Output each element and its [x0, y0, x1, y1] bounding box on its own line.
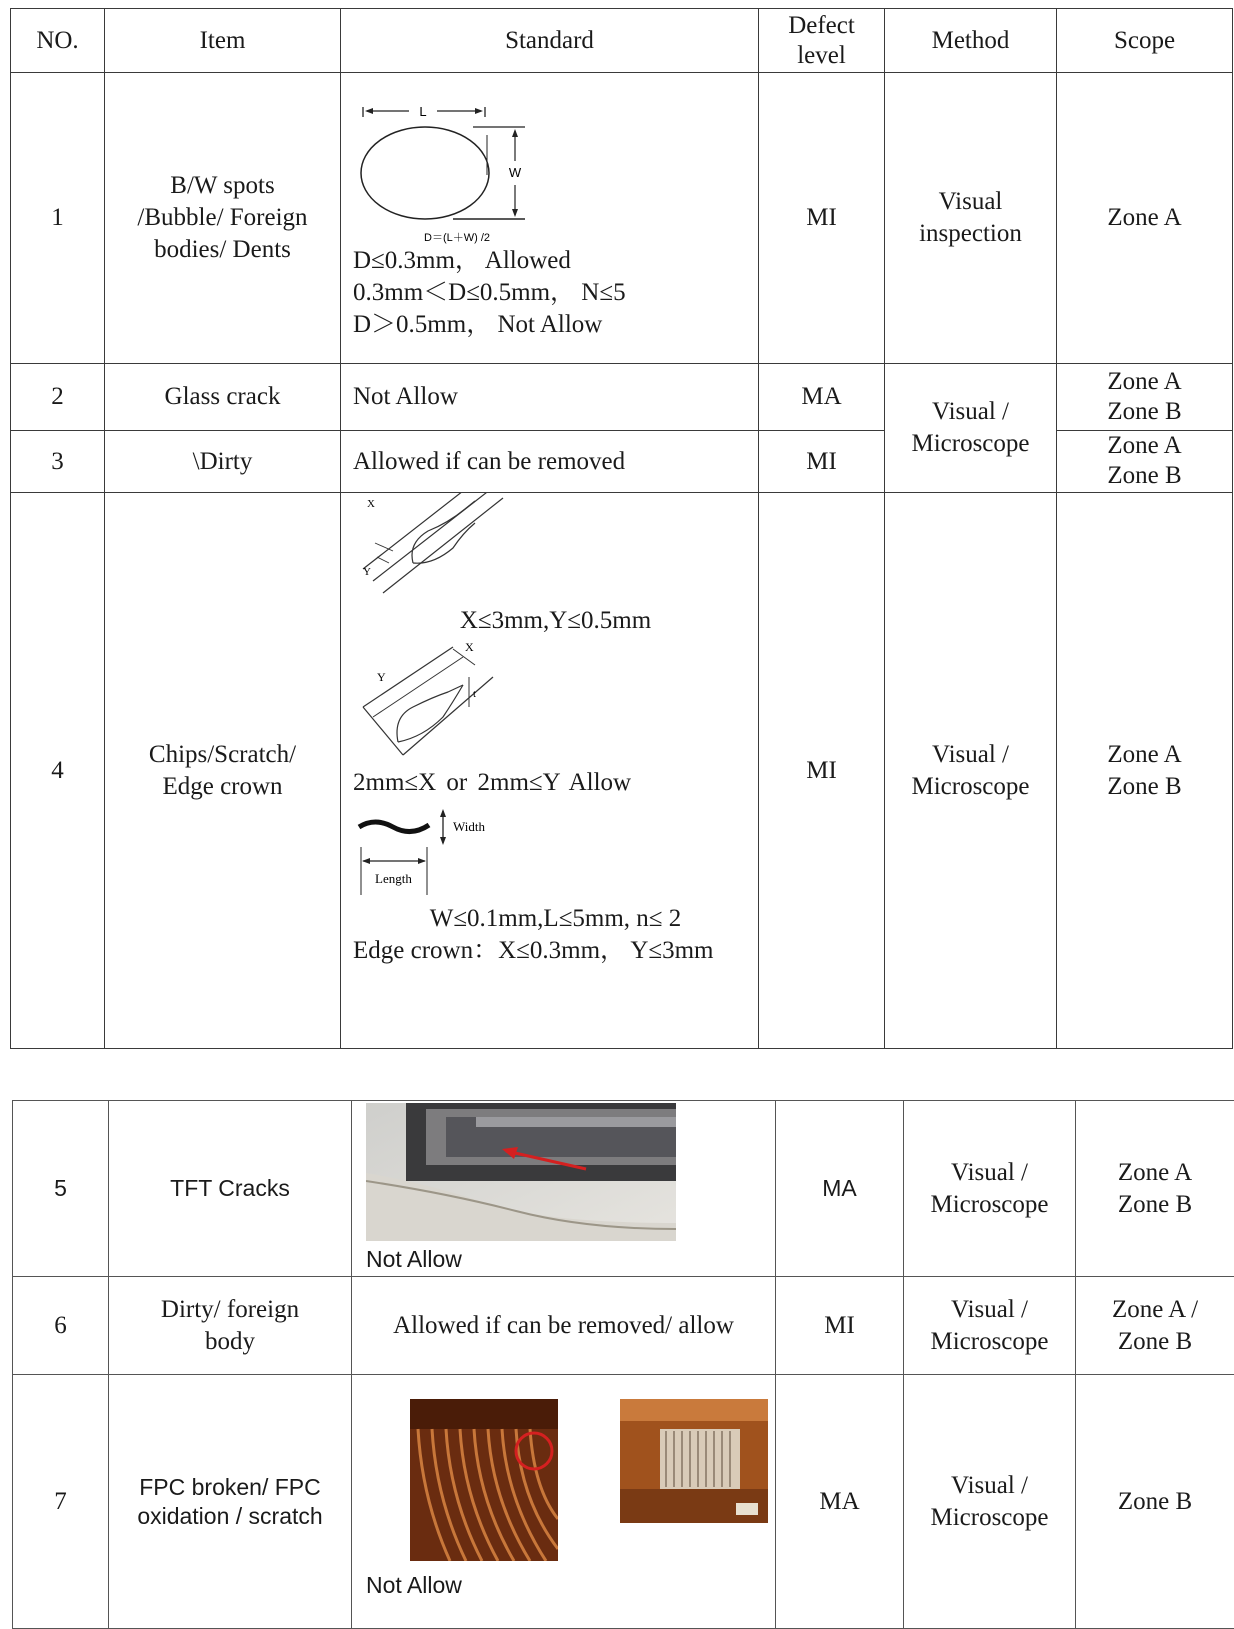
- label-x: X: [465, 640, 474, 654]
- header-defect-level: [759, 9, 885, 73]
- table-row: [13, 1375, 1234, 1629]
- row-defect-level: MA: [776, 1375, 904, 1629]
- row-method: [885, 73, 1057, 364]
- standard-line: Not Allow: [366, 1245, 775, 1274]
- label-length: Length: [375, 871, 412, 886]
- standard-line: D≤0.3mm， Allowed: [353, 245, 758, 277]
- row-no: 4: [11, 493, 105, 1049]
- chip-diagram-2: [353, 637, 503, 767]
- scratch-diagram: [353, 799, 503, 899]
- row-method: [904, 1101, 1076, 1277]
- row-standard: [341, 73, 759, 364]
- row-standard: Allowed if can be removed: [341, 431, 759, 493]
- row-method: [904, 1375, 1076, 1629]
- row-no: 1: [11, 73, 105, 364]
- row-defect-level: MI: [776, 1277, 904, 1375]
- row-no: 6: [13, 1277, 109, 1375]
- row-item: \Dirty: [105, 431, 341, 493]
- fpc-photos: [366, 1399, 775, 1561]
- header-scope: Scope: [1057, 9, 1233, 73]
- standard-line: Edge crown：X≤0.3mm， Y≤3mm: [353, 935, 758, 967]
- row-method-text: Visual / Microscope: [896, 739, 1046, 803]
- header-no: NO.: [11, 9, 105, 73]
- row-item: [109, 1375, 352, 1629]
- row-item-text: FPC broken/ FPC oxidation / scratch: [125, 1473, 335, 1531]
- label-formula: D＝(L＋W) /2: [424, 232, 490, 244]
- table-row: [13, 1101, 1234, 1277]
- row-scope: Zone B: [1076, 1375, 1234, 1629]
- header-standard: Standard: [341, 9, 759, 73]
- row-method-text: Visual / Microscope: [915, 1470, 1065, 1534]
- table-row: [11, 73, 1233, 364]
- label-l: L: [419, 104, 426, 119]
- row-standard: [352, 1101, 776, 1277]
- row-standard: [352, 1375, 776, 1629]
- table-row: [11, 493, 1233, 1049]
- tft-crack-photo: [366, 1103, 676, 1241]
- row-no: 2: [11, 364, 105, 431]
- row-defect-level: MI: [759, 431, 885, 493]
- row-standard: [341, 493, 759, 1049]
- standard-line: X≤3mm,Y≤0.5mm: [353, 605, 758, 637]
- row-defect-level: MI: [759, 73, 885, 364]
- row-standard: Not Allow: [341, 364, 759, 431]
- row-scope: [1076, 1101, 1234, 1277]
- row-item: TFT Cracks: [109, 1101, 352, 1277]
- row-method-text: Visual / Microscope: [915, 1294, 1065, 1358]
- row-defect-level: MA: [759, 364, 885, 431]
- row-no: 5: [13, 1101, 109, 1277]
- row-scope: [1057, 431, 1233, 493]
- row-item: [109, 1277, 352, 1375]
- label-t: t: [473, 688, 476, 700]
- row-method: [885, 493, 1057, 1049]
- standard-line: D＞0.5mm， Not Allow: [353, 309, 758, 341]
- row-scope: Zone A: [1057, 73, 1233, 364]
- row-scope-text: Zone A Zone B: [1110, 1157, 1200, 1221]
- label-y: Y: [377, 670, 386, 684]
- header-defect-level-text: Defect level: [782, 11, 862, 71]
- inspection-table-upper: [10, 8, 1233, 1049]
- row-no: 3: [11, 431, 105, 493]
- row-scope-text: Zone A / Zone B: [1100, 1294, 1210, 1358]
- row-item-text: Chips/Scratch/ Edge crown: [133, 739, 313, 803]
- row-scope: [1057, 364, 1233, 431]
- row-method-merged: [885, 364, 1057, 493]
- row-no: 7: [13, 1375, 109, 1629]
- row-scope: [1076, 1277, 1234, 1375]
- table-row: [11, 364, 1233, 431]
- label-x: X: [367, 498, 375, 510]
- label-width: Width: [453, 819, 485, 834]
- row-defect-level: MI: [759, 493, 885, 1049]
- table-row: [13, 1277, 1234, 1375]
- row-item-text: B/W spots /Bubble/ Foreign bodies/ Dents: [133, 170, 313, 266]
- row-method-text: Visual inspection: [906, 186, 1036, 250]
- chip-diagram-1: [353, 493, 513, 603]
- standard-line: W≤0.1mm,L≤5mm, n≤ 2: [353, 903, 758, 935]
- label-w: W: [509, 165, 522, 180]
- standard-line: 2mm≤X or 2mm≤Y Allow: [353, 767, 758, 799]
- table-header-row: [11, 9, 1233, 73]
- row-scope-text: Zone A Zone B: [1100, 431, 1190, 491]
- row-item-text: Dirty/ foreign body: [145, 1294, 315, 1358]
- header-item: Item: [105, 9, 341, 73]
- row-method: [904, 1277, 1076, 1375]
- inspection-table-lower: [12, 1100, 1234, 1629]
- ellipse-diagram: [353, 95, 543, 245]
- fpc-photo-broken: [410, 1399, 558, 1561]
- row-scope: [1057, 493, 1233, 1049]
- row-method-text: Visual / Microscope: [915, 1157, 1065, 1221]
- row-standard: Allowed if can be removed/ allow: [352, 1277, 776, 1375]
- row-item: Glass crack: [105, 364, 341, 431]
- standard-line: 0.3mm＜D≤0.5mm， N≤5: [353, 277, 758, 309]
- row-scope-text: Zone A Zone B: [1100, 367, 1190, 427]
- row-method-text: Visual / Microscope: [896, 396, 1046, 460]
- row-defect-level: MA: [776, 1101, 904, 1277]
- row-item: [105, 73, 341, 364]
- standard-line: Not Allow: [366, 1571, 775, 1600]
- row-scope-text: Zone A Zone B: [1100, 739, 1190, 803]
- row-item: [105, 493, 341, 1049]
- fpc-photo-oxidation: [620, 1399, 768, 1523]
- header-method: Method: [885, 9, 1057, 73]
- label-y: Y: [363, 566, 371, 578]
